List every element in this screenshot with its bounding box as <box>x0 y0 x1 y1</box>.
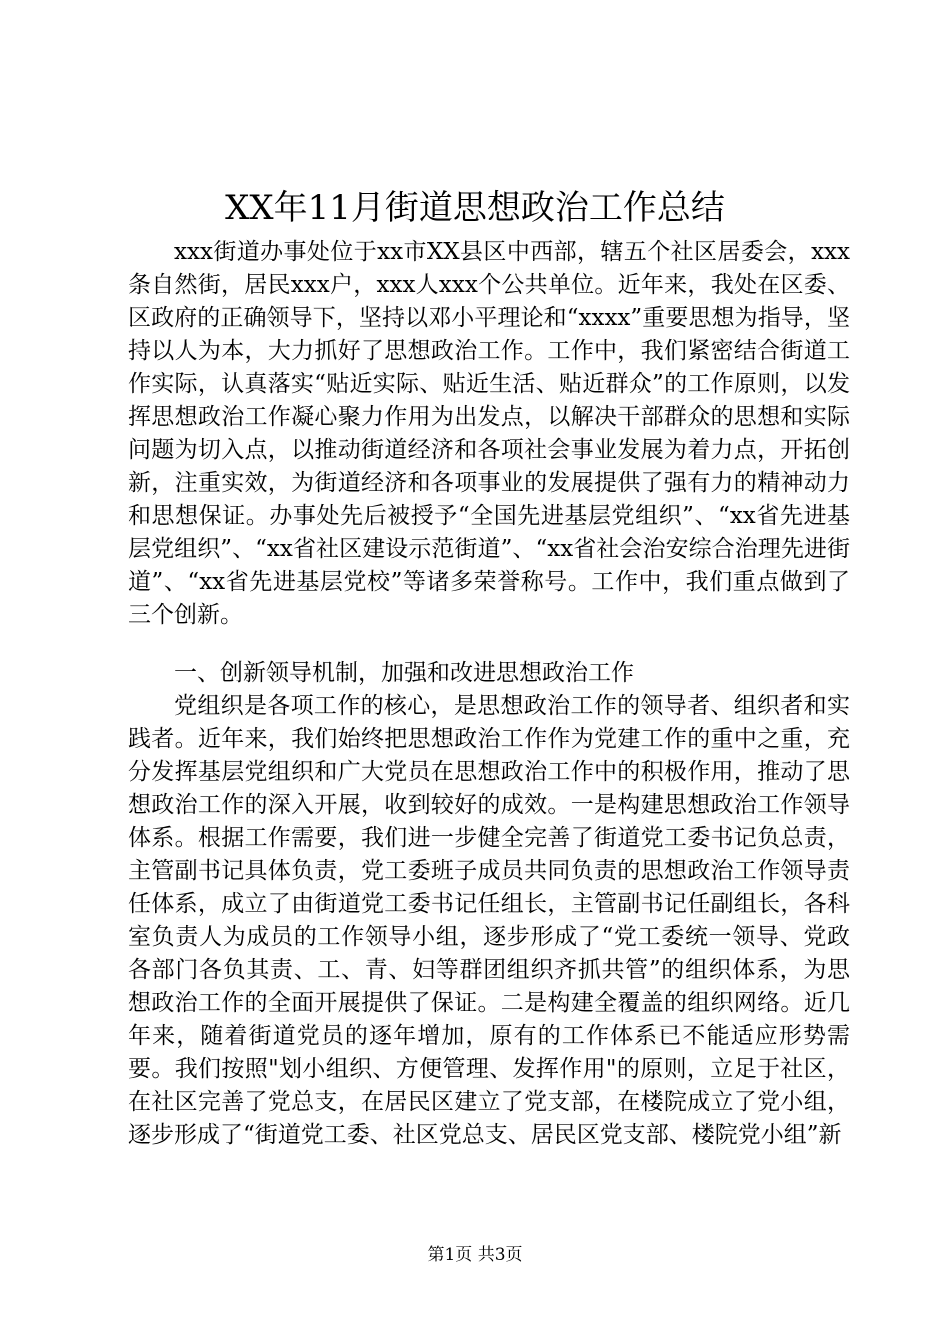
page-footer: 第1页 共3页 <box>427 1245 523 1265</box>
document-title: XX年11月街道思想政治工作总结 <box>225 188 725 228</box>
section-body-paragraph: 党组织是各项工作的核心，是思想政治工作的领导者、组织者和实践者。近年来，我们始终把思想政治工作作为党建工作的重中之重，充分发挥基层党组织和广大党员在思想政治工作中的积极作用，推动了思想政治工作的深入开展，收到较好的成效。一是构建思想政治工作领导体系。根据工作需要，我们进一步健全完善了街道党工委书记负总责，主管副书记具体负责，党工委班子成员共同负责的思想政治工作领导责任体系，成立了由街道党工委书记任组长，主管副书记任副组长，各科室负责人为成员的工作领导小组，逐步形成了“党工委统一领导、党政各部门各负其责、工、青、妇等群团组织齐抓共管”的组织体系，为思想政治工作的全面开展提供了保证。二是构建全覆盖的组织网络。近几年来，随着街道党员的逐年增加，原有的工作体系已不能适应形势需要。我们按照"划小组织、方便管理、发挥作用"的原则，立足于社区，在社区完善了党总支，在居民区建立了党支部，在楼院成立了党小组，逐步形成了“街道党工委、社区党总支、居民区党支部、楼院党小组”新 <box>128 693 850 1148</box>
intro-paragraph: xxx街道办事处位于xx市XX县区中西部，辖五个社区居委会，xxx条自然街，居民xxx户，xxx人xxx个公共单位。近年来，我处在区委、区政府的正确领导下，坚持以邓小平理论和“xxxx”重要思想为指导，坚持以人为本，大力抓好了思想政治工作。工作中，我们紧密结合街道工作实际，认真落实“贴近实际、贴近生活、贴近群众”的工作原则，以发挥思想政治工作凝心聚力作用为出发点，以解决干部群众的思想和实际问题为切入点，以推动街道经济和各项社会事业发展为着力点，开拓创新，注重实效，为街道经济和各项事业的发展提供了强有力的精神动力和思想保证。办事处先后被授予“全国先进基层党组织”、“xx省先进基层党组织”、“xx省社区建设示范街道”、“xx省社会治安综合治理先进街道”、“xx省先进基层党校”等诸多荣誉称号。工作中，我们重点做到了三个创新。 <box>128 239 850 628</box>
section-heading: 一、创新领导机制，加强和改进思想政治工作 <box>174 660 634 686</box>
